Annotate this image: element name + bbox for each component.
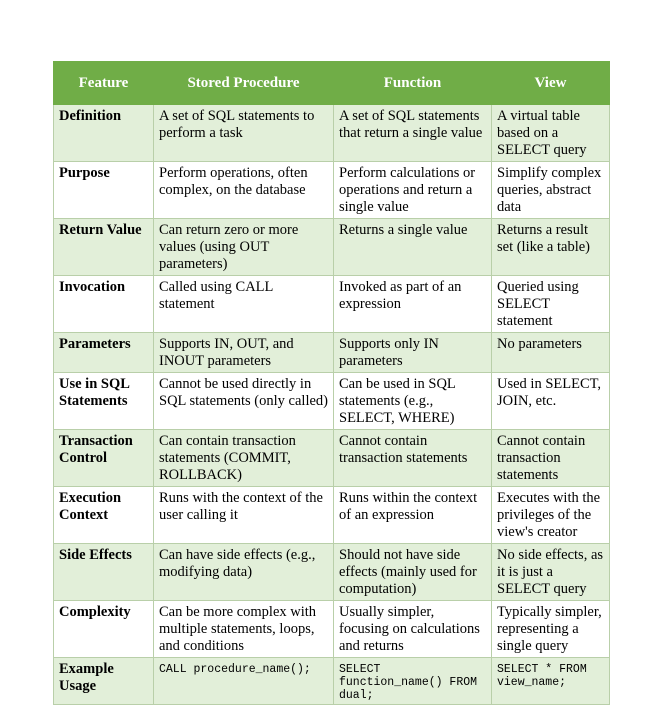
view-cell: No side effects, as it is just a SELECT query (492, 544, 610, 601)
stored-procedure-cell: A set of SQL statements to perform a task (154, 105, 334, 162)
function-code: SELECT function_name() FROM dual; (334, 658, 492, 705)
feature-cell: Side Effects (54, 544, 154, 601)
table-row (54, 276, 610, 333)
stored-procedure-code: CALL procedure_name(); (154, 658, 334, 705)
feature-cell: Complexity (54, 601, 154, 658)
table-row (54, 658, 610, 705)
header-stored-procedure: Stored Procedure (154, 62, 334, 105)
stored-procedure-cell: Cannot be used directly in SQL statements (only called) (154, 373, 334, 430)
function-cell: Should not have side effects (mainly used for computation) (334, 544, 492, 601)
view-cell: Executes with the privileges of the view's creator (492, 487, 610, 544)
view-code: SELECT * FROM view_name; (492, 658, 610, 705)
stored-procedure-cell: Runs with the context of the user calling it (154, 487, 334, 544)
feature-cell: Example Usage (54, 658, 154, 705)
stored-procedure-cell: Can have side effects (e.g., modifying data) (154, 544, 334, 601)
view-cell: Typically simpler, representing a single query (492, 601, 610, 658)
header-feature: Feature (54, 62, 154, 105)
stored-procedure-cell: Supports IN, OUT, and INOUT parameters (154, 333, 334, 373)
table-row (54, 544, 610, 601)
comparison-table (53, 61, 610, 705)
table-row (54, 487, 610, 544)
function-cell: Can be used in SQL statements (e.g., SELECT, WHERE) (334, 373, 492, 430)
table-row (54, 105, 610, 162)
header-row (54, 62, 610, 105)
header-function: Function (334, 62, 492, 105)
table-row (54, 162, 610, 219)
view-cell: A virtual table based on a SELECT query (492, 105, 610, 162)
table-row (54, 219, 610, 276)
function-cell: Returns a single value (334, 219, 492, 276)
view-cell: Simplify complex queries, abstract data (492, 162, 610, 219)
table-row (54, 430, 610, 487)
view-cell: Queried using SELECT statement (492, 276, 610, 333)
feature-cell: Parameters (54, 333, 154, 373)
feature-cell: Use in SQL Statements (54, 373, 154, 430)
feature-cell: Invocation (54, 276, 154, 333)
view-cell: Used in SELECT, JOIN, etc. (492, 373, 610, 430)
function-cell: Invoked as part of an expression (334, 276, 492, 333)
stored-procedure-cell: Can contain transaction statements (COMMIT, ROLLBACK) (154, 430, 334, 487)
function-cell: Supports only IN parameters (334, 333, 492, 373)
table-row (54, 333, 610, 373)
view-cell: Returns a result set (like a table) (492, 219, 610, 276)
stored-procedure-cell: Can return zero or more values (using OUT parameters) (154, 219, 334, 276)
view-cell: No parameters (492, 333, 610, 373)
function-cell: A set of SQL statements that return a single value (334, 105, 492, 162)
function-cell: Perform calculations or operations and return a single value (334, 162, 492, 219)
stored-procedure-cell: Perform operations, often complex, on the database (154, 162, 334, 219)
table-row (54, 373, 610, 430)
feature-cell: Execution Context (54, 487, 154, 544)
feature-cell: Return Value (54, 219, 154, 276)
stored-procedure-cell: Called using CALL statement (154, 276, 334, 333)
function-cell: Usually simpler, focusing on calculations and returns (334, 601, 492, 658)
header-view: View (492, 62, 610, 105)
feature-cell: Transaction Control (54, 430, 154, 487)
feature-cell: Purpose (54, 162, 154, 219)
stored-procedure-cell: Can be more complex with multiple statements, loops, and conditions (154, 601, 334, 658)
function-cell: Cannot contain transaction statements (334, 430, 492, 487)
table-row (54, 601, 610, 658)
feature-cell: Definition (54, 105, 154, 162)
function-cell: Runs within the context of an expression (334, 487, 492, 544)
view-cell: Cannot contain transaction statements (492, 430, 610, 487)
